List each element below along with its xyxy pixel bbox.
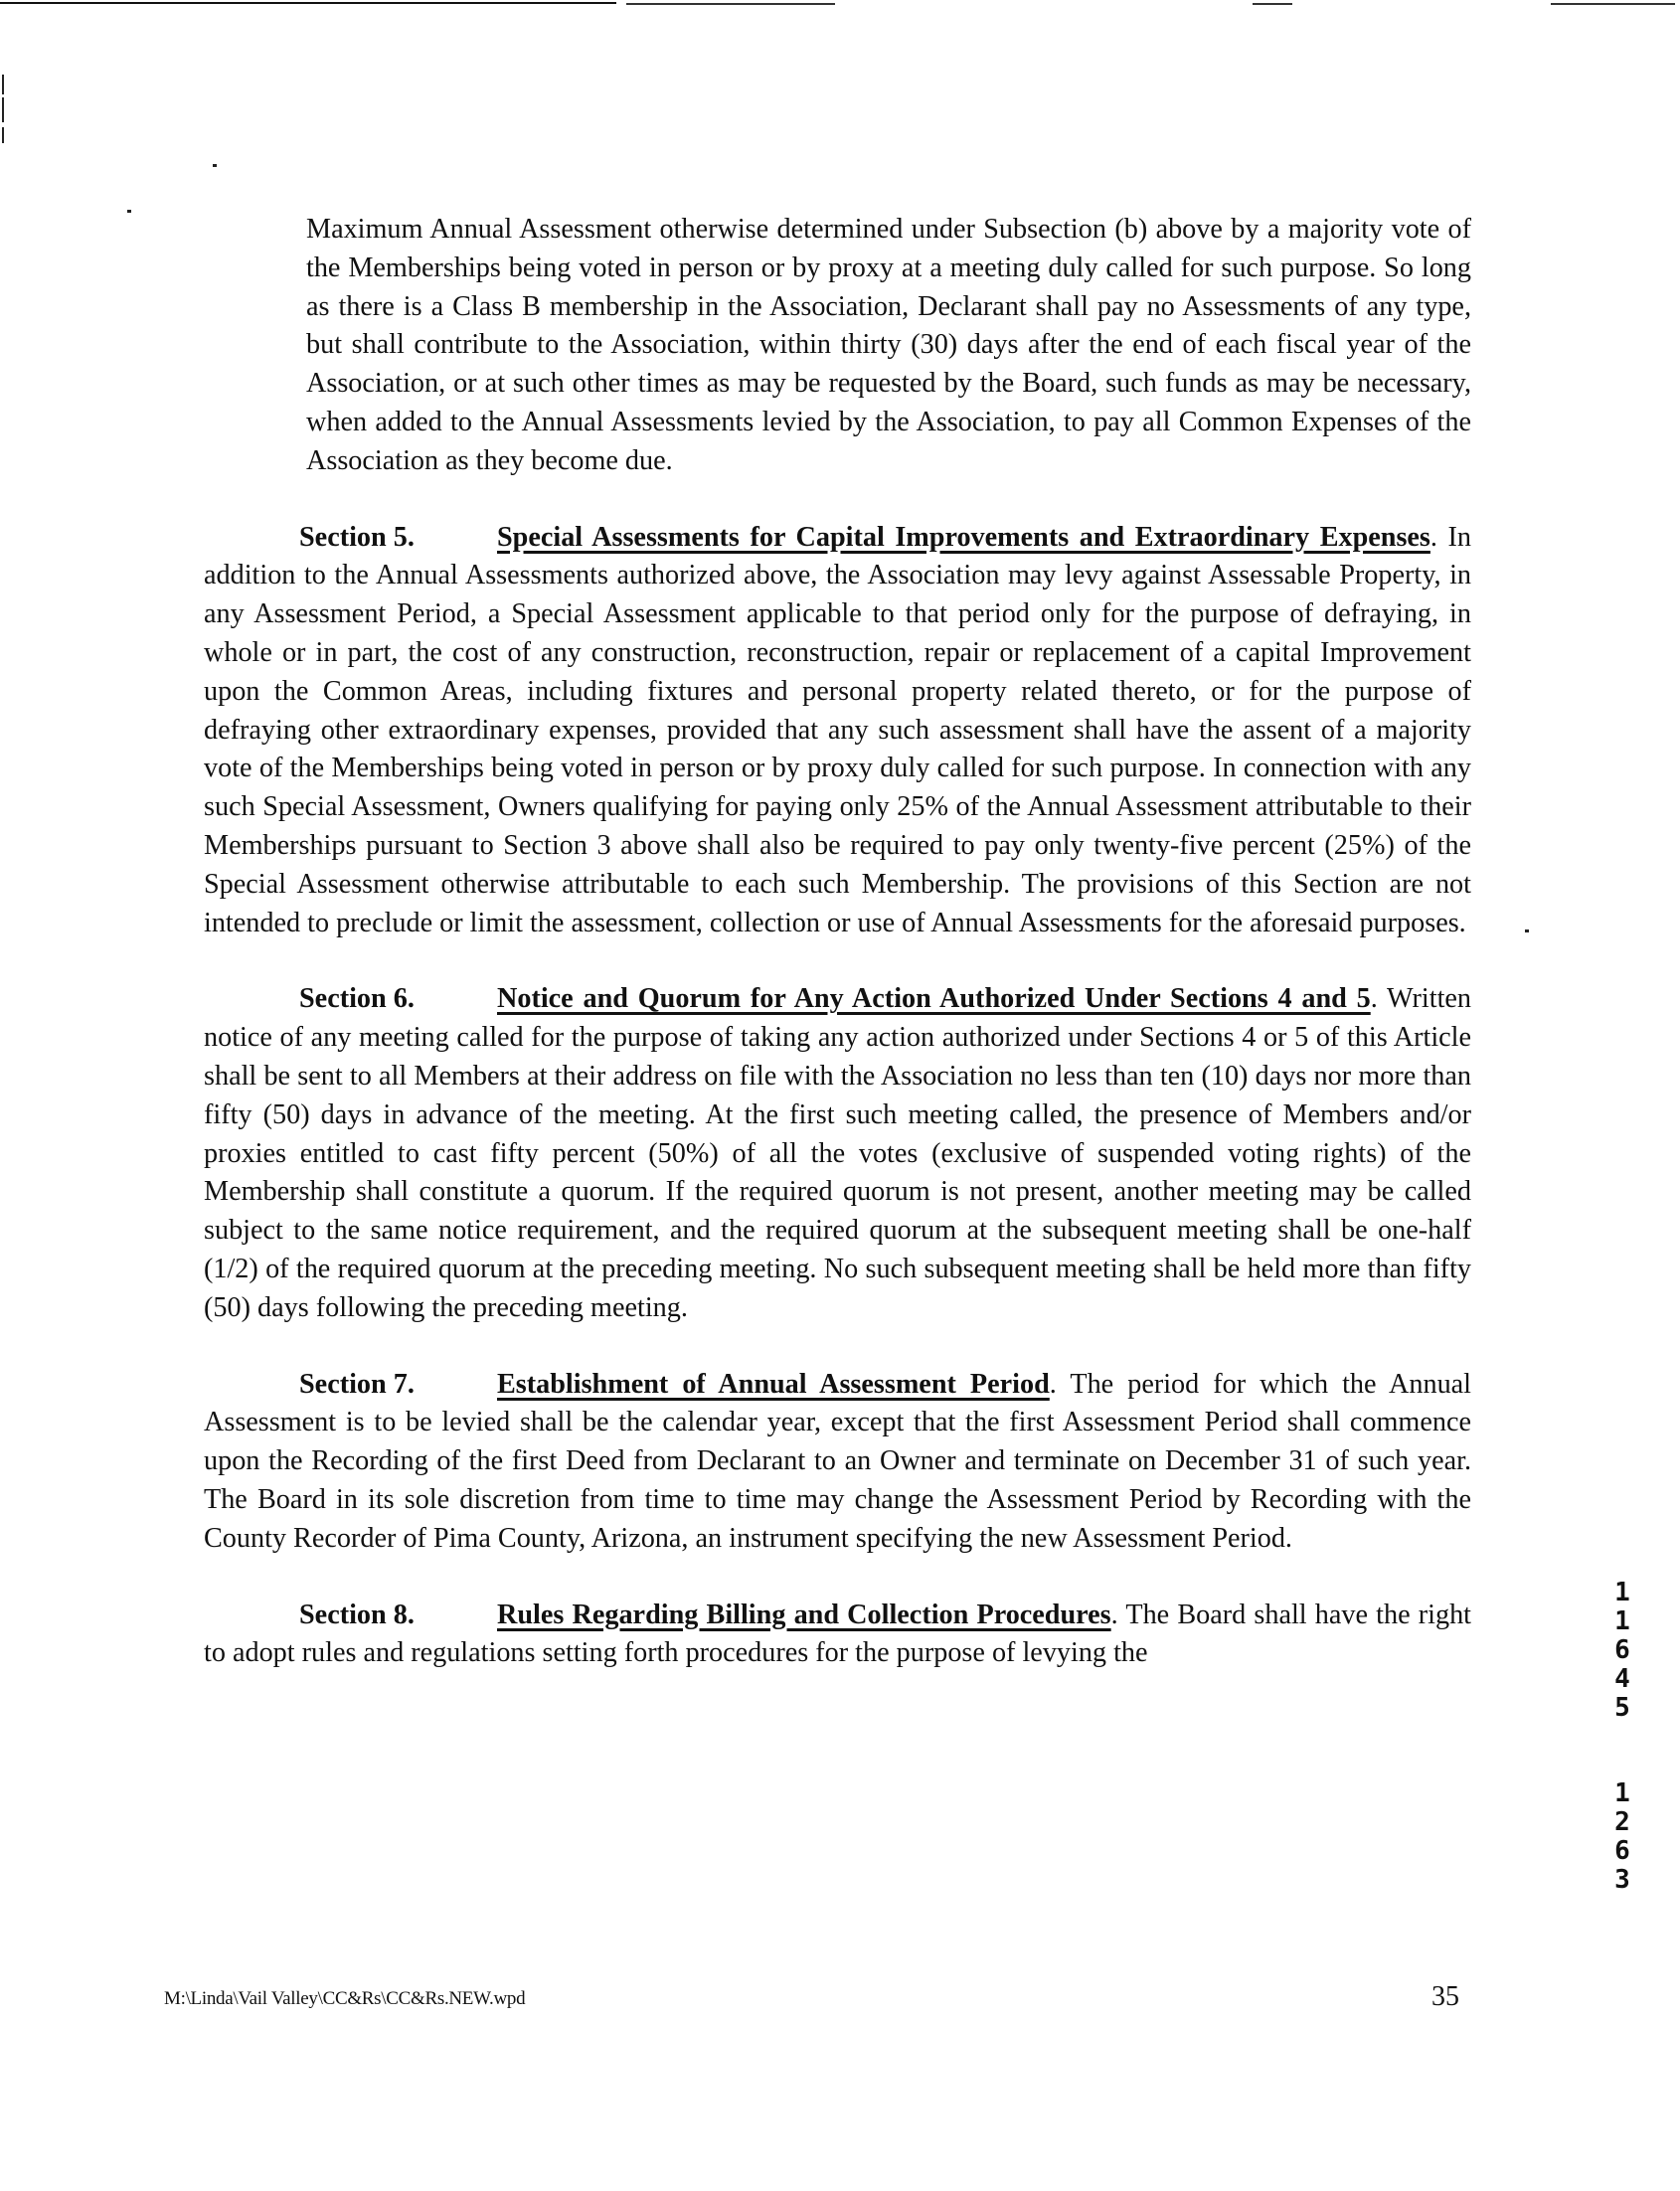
margin-tick-mark: [2, 75, 4, 94]
recording-stamp-docket: [1608, 1579, 1636, 1723]
scan-top-noise: [1551, 3, 1675, 5]
margin-tick-mark: [2, 127, 4, 143]
section-number: Section 8.: [299, 1599, 415, 1630]
scan-top-border-line: [0, 2, 616, 4]
stamp-digit: 1: [1614, 1778, 1630, 1808]
section-8: [204, 1597, 1471, 1674]
section-number: Section 6.: [299, 983, 415, 1015]
stamp-digit: 1: [1614, 1578, 1630, 1607]
stamp-digit: 6: [1614, 1635, 1630, 1665]
recording-stamp-page: [1608, 1779, 1636, 1895]
scan-top-noise: [626, 3, 835, 5]
margin-tick-mark: [2, 97, 4, 122]
section-6: [204, 980, 1471, 1327]
scan-top-noise: [1253, 3, 1292, 5]
stamp-digit: 1: [1614, 1606, 1630, 1636]
section-body: . In addition to the Annual Assessments authorized above, the Association may levy against Assessable Property, in any Assessment Period, a Special Assessment applicable to that period only for the purpose of defraying, in whole or in part, the cost of any construction, reconstruction, repair or replacement of a capital Improvement upon the Common Areas, including fixtures and personal property related thereto, or for the purpose of defraying other extraordinary expenses, provided that any such assessment shall have the assent of a majority vote of the Memberships being voted in person or by proxy duly called for such purpose. In connection with any such Special Assessment, Owners qualifying for paying only 25% of the Annual Assessment attributable to their Memberships pursuant to Section 3 above shall also be required to pay only twenty-five percent (25%) of the Special Assessment otherwise attributable to each such Membership. The provisions of this Section are not intended to preclude or limit the assessment, collection or use of Annual Assessments for the aforesaid purposes.: [204, 521, 1471, 938]
section-body: . Written notice of any meeting called for the purpose of taking any action authorized under Sections 4 or 5 of this Article shall be sent to all Members at their address on file with the Association no less than ten (10) days nor more than fifty (50) days in advance of the meeting. At the first such meeting called, the presence of Members and/or proxies entitled to cast fifty percent (50%) of all the votes (exclusive of suspended voting rights) of the Membership shall constitute a quorum. If the required quorum is not present, another meeting may be called subject to the same notice requirement, and the required quorum at the subsequent meeting shall be one-half (1/2) of the required quorum at the preceding meeting. No such subsequent meeting shall be held more than fifty (50) days following the preceding meeting.: [204, 983, 1472, 1323]
stamp-digit: 4: [1614, 1664, 1630, 1694]
stamp-digit: 2: [1614, 1807, 1630, 1837]
section-title: Rules Regarding Billing and Collection Procedures: [497, 1599, 1111, 1630]
section-title: Establishment of Annual Assessment Period: [497, 1368, 1050, 1400]
section-title: Notice and Quorum for Any Action Authorized Under Sections 4 and 5: [497, 983, 1371, 1015]
section-body: . The Board shall have the right to adopt rules and regulations setting forth procedures for the purpose of levying the: [204, 1599, 1472, 1669]
scan-speck: [213, 164, 217, 167]
section-7: [204, 1366, 1471, 1559]
section-number: Section 7.: [299, 1368, 415, 1400]
section-number: Section 5.: [299, 521, 415, 553]
scan-speck: [1525, 929, 1529, 932]
scan-speck: [127, 210, 131, 213]
footer-file-path: M:\Linda\Vail Valley\CC&Rs\CC&Rs.NEW.wpd: [164, 1988, 526, 2009]
stamp-digit: 5: [1614, 1693, 1630, 1723]
stamp-digit: 3: [1614, 1865, 1630, 1895]
document-page: [204, 211, 1471, 1673]
page-number: 35: [1431, 1981, 1459, 2012]
intro-paragraph: Maximum Annual Assessment otherwise determined under Subsection (b) above by a majority vote of the Memberships being voted in person or by proxy at a meeting duly called for such purpose. So long as there is a Class B membership in the Association, Declarant shall pay no Assessments of any type, but shall contribute to the Association, within thirty (30) days after the end of each fiscal year of the Association, or at such other times as may be requested by the Board, such funds as may be necessary, when added to the Annual Assessments levied by the Association, to pay all Common Expenses of the Association as they become due.: [306, 214, 1471, 476]
section-body: . The period for which the Annual Assessment is to be levied shall be the calendar year, except that the first Assessment Period shall commence upon the Recording of the first Deed from Declarant to an Owner and terminate on December 31 of such year. The Board in its sole discretion from time to time may change the Assessment Period by Recording with the County Recorder of Pima County, Arizona, an instrument specifying the new Assessment Period.: [204, 1368, 1471, 1554]
section-title: Special Assessments for Capital Improvements and Extraordinary Expenses: [497, 521, 1430, 553]
section-5: [204, 519, 1471, 943]
stamp-digit: 6: [1614, 1836, 1630, 1866]
